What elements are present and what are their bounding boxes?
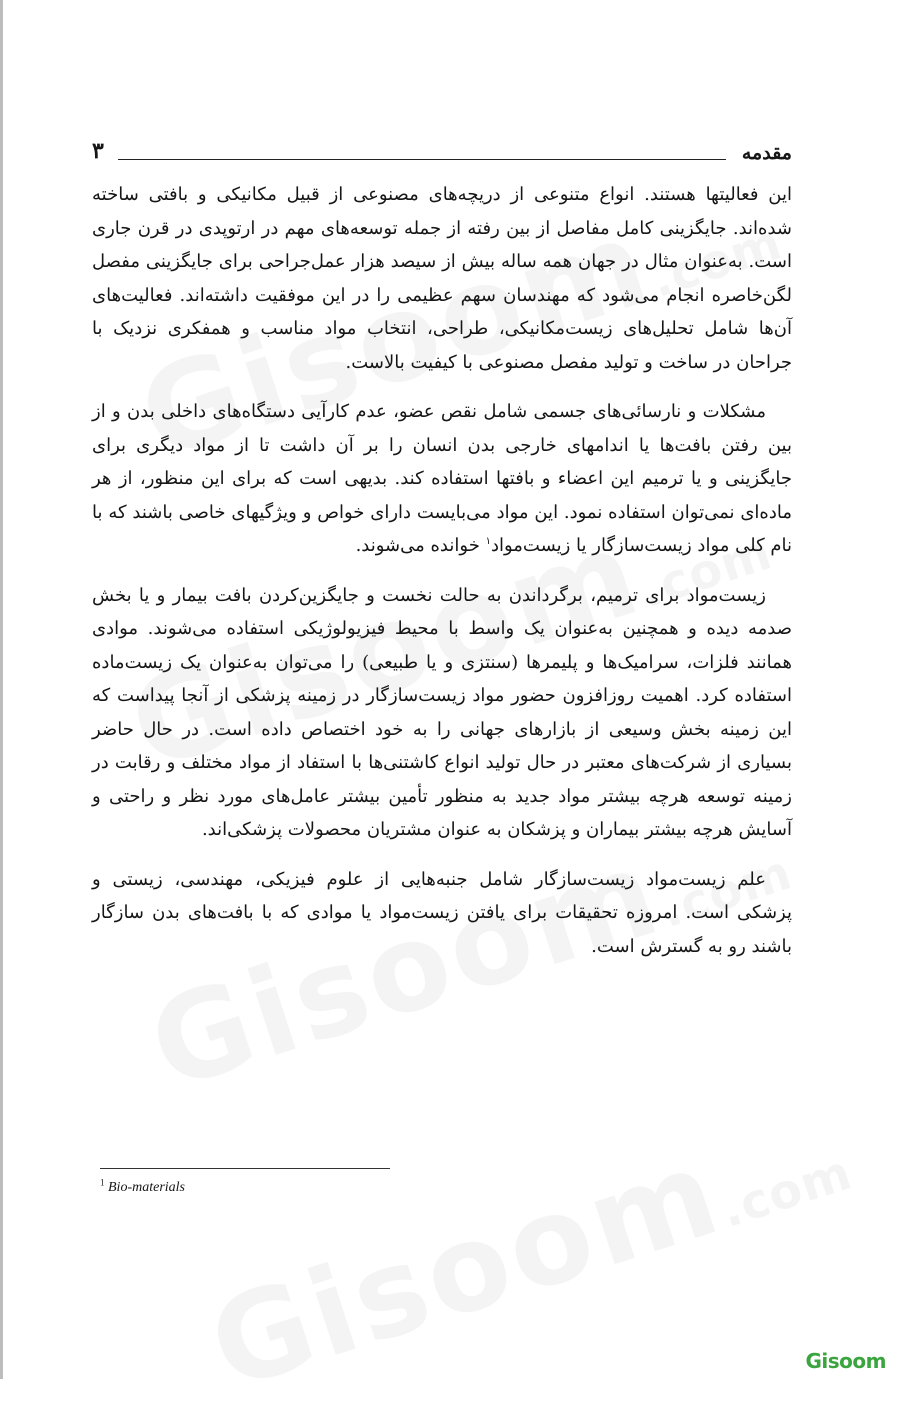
body-text bbox=[92, 178, 792, 979]
gisoom-logo: Gisoom bbox=[805, 1349, 886, 1373]
footnote-text: Bio-materials bbox=[108, 1180, 185, 1195]
page-header bbox=[92, 138, 792, 168]
paragraph bbox=[92, 395, 792, 563]
chapter-title: مقدمه bbox=[741, 142, 792, 164]
footnote-marker: ۱ bbox=[485, 536, 491, 547]
paragraph-text: خوانده می‌شوند. bbox=[355, 535, 480, 556]
watermark bbox=[195, 1082, 864, 1417]
footnote-rule bbox=[100, 1168, 390, 1169]
page-number: ۳ bbox=[92, 138, 104, 164]
footnote-number: 1 bbox=[100, 1177, 105, 1188]
header-rule bbox=[118, 159, 726, 160]
paragraph: این فعالیتها هستند. انواع متنوعی از دریچه‌های مصنوعی از قبیل مکانیکی و بافتی ساخته شده‌اند. جایگزینی کامل مفاصل از بین رفته از جمله توسعه‌های مهم در ارتوپدی در قرن جاری است. به‌عنوان مثال در جهان همه ساله بیش از سیصد هزار عمل‌جراحی برای جایگزینی مفصل لگن‌خاصره انجام می‌شود که مهندسان سهم عظیمی را در این موفقیت داشته‌اند. فعالیت‌های آن‌ها شامل تحلیل‌های زیست‌مکانیکی، طراحی، انتخاب مواد مناسب و همفکری نزدیک با جراحان در ساخت و تولید مفصل مصنوعی با کیفیت بالاست. bbox=[92, 184, 792, 373]
paragraph: علم زیست‌مواد زیست‌سازگار شامل جنبه‌هایی از علوم فیزیکی، مهندسی، زیستی و پزشکی است. امروزه تحقیقات برای یافتن زیست‌مواد یا موادی که با بافت‌های بدن سازگار باشند رو به گسترش است. bbox=[92, 868, 792, 957]
footnote bbox=[100, 1177, 185, 1196]
paragraph: زیست‌مواد برای ترمیم، برگرداندن به حالت نخست و جایگزین‌کردن بافت بیمار و یا بخش صدمه دیده و همچنین به‌عنوان یک واسط با محیط فیزیولوژیکی استفاده می‌شوند. موادی همانند فلزات، سرامیک‌ها و پلیمرها (سنتزی و یا طبیعی) را می‌توان به‌عنوان یک زیست‌ماده استفاده کرد. اهمیت روزافزون حضور مواد زیست‌سازگار در زمینه پزشکی از آنجا پیداست که این زمینه بخش وسیعی از بازارهای جهانی را به خود اختصاص داده است. در حال حاضر بسیاری از شرکت‌های معتبر در حال تولید انواع کاشتنی‌ها با استفاد از مواد مختلف و رقابت در زمینه توسعه هرچه بیشتر مواد جدید به منظور تأمین بیشتر عامل‌های مورد نظر و راحتی و آسایش هرچه بیشتر بیماران و پزشکان به عنوان مشتریان محصولات پزشکی‌اند. bbox=[92, 584, 792, 840]
paragraph-text: مشکلات و نارسائی‌های جسمی شامل نقص عضو، عدم کارآیی دستگاه‌های داخلی بدن و از بین رفتن بافت‌ها یا اندامهای خارجی بدن انسان را بر آن داشت تا از مواد دیگری برای جایگزینی و یا ترمیم این اعضاء و بافتها استفاده کند. بدیهی است که برای این منظور، از هر ماده‌ای نمی‌توان استفاده نمود. این مواد می‌بایست دارای خواص و ویژگیهای خاصی باشند که با نام کلی مواد زیست‌سازگار یا زیست‌مواد bbox=[92, 401, 792, 556]
